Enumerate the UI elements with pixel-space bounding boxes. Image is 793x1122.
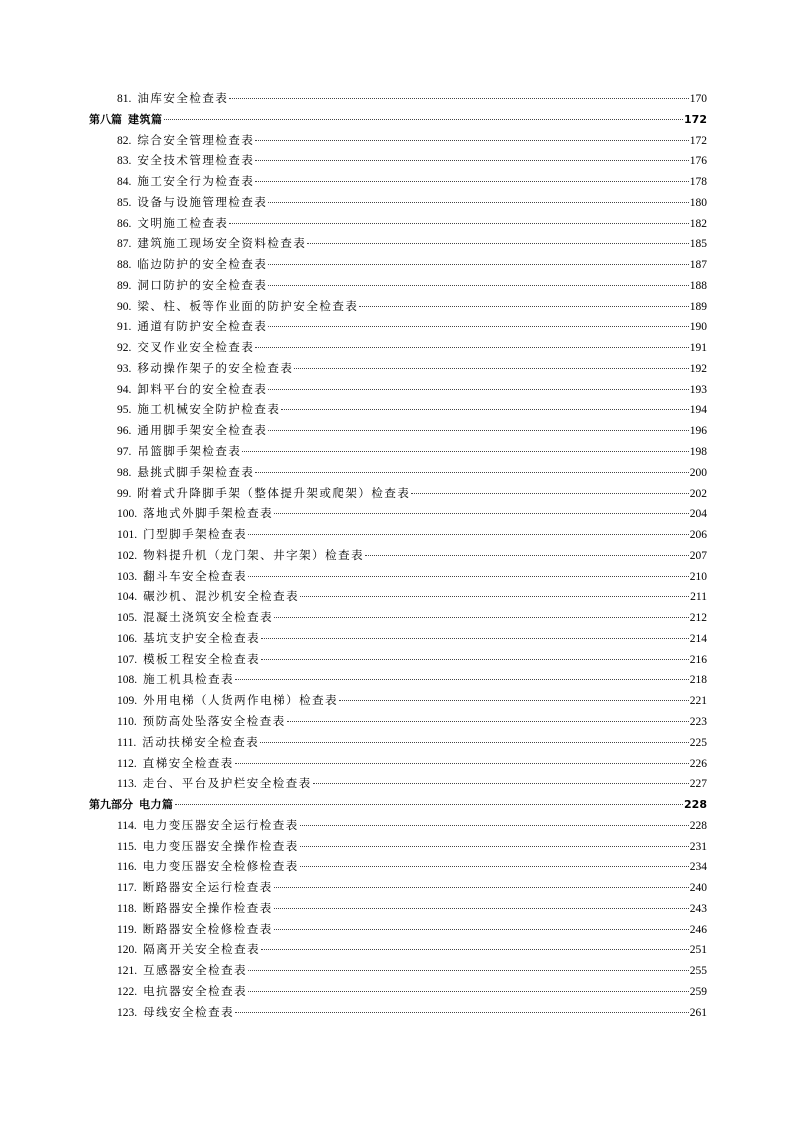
toc-entry-page: 189	[689, 300, 707, 313]
toc-entry-number: 108.	[117, 674, 138, 687]
toc-entry-title: 施工机具检查表	[143, 674, 235, 687]
toc-entry-number: 119.	[117, 923, 137, 936]
toc-entry-title: 电力变压器安全检修检查表	[142, 861, 299, 874]
toc-entry-page: 202	[689, 487, 707, 500]
dot-leader	[242, 451, 688, 452]
toc-entry[interactable]	[89, 463, 707, 484]
toc-entry-number: 117.	[117, 882, 137, 895]
toc-entry-title: 电力变压器安全操作检查表	[142, 840, 299, 853]
toc-entry[interactable]	[89, 546, 707, 567]
toc-entry-number: 84.	[117, 176, 132, 189]
dot-leader	[248, 534, 689, 535]
dot-leader	[268, 202, 688, 203]
toc-entry-page: 226	[689, 757, 707, 770]
toc-entry[interactable]	[89, 214, 707, 235]
toc-entry[interactable]	[89, 359, 707, 380]
toc-entry[interactable]	[89, 400, 707, 421]
toc-entry-title: 母线安全检查表	[143, 1006, 235, 1019]
toc-entry-number: 122.	[117, 985, 138, 998]
toc-entry-page: 261	[689, 1006, 707, 1019]
dot-leader	[300, 866, 689, 867]
dot-leader	[235, 1012, 689, 1013]
toc-entry-number: 109.	[117, 695, 138, 708]
toc-entry-number: 92.	[117, 342, 132, 355]
table-of-contents	[89, 89, 707, 1023]
toc-entry[interactable]	[89, 837, 707, 858]
toc-entry[interactable]	[89, 484, 707, 505]
toc-entry[interactable]	[89, 89, 707, 110]
toc-entry-page: 228	[689, 819, 707, 832]
dot-leader	[248, 991, 689, 992]
toc-entry-title: 物料提升机（龙门架、井字架）检查表	[143, 549, 365, 562]
toc-entry-title: 移动操作架子的安全检查表	[137, 362, 294, 375]
dot-leader	[274, 929, 689, 930]
toc-entry-title: 卸料平台的安全检查表	[137, 383, 268, 396]
dot-leader	[248, 970, 689, 971]
toc-entry-page: 210	[689, 570, 707, 583]
toc-entry-title: 建筑篇	[128, 112, 163, 126]
dot-leader	[300, 846, 689, 847]
dot-leader	[235, 763, 689, 764]
toc-entry-page: 218	[689, 674, 707, 687]
toc-entry-page: 216	[689, 653, 707, 666]
toc-entry-title: 电力篇	[139, 798, 174, 812]
toc-entry-title: 翻斗车安全检查表	[143, 570, 248, 583]
toc-entry[interactable]	[89, 940, 707, 961]
toc-entry[interactable]	[89, 151, 707, 172]
dot-leader	[287, 721, 689, 722]
toc-entry[interactable]	[89, 172, 707, 193]
toc-entry-page: 211	[690, 591, 707, 604]
toc-entry[interactable]	[89, 754, 707, 775]
toc-entry-number: 97.	[117, 446, 132, 459]
toc-entry-page: 240	[689, 882, 707, 895]
toc-entry-title: 设备与设施管理检查表	[137, 196, 268, 209]
toc-entry[interactable]	[89, 276, 707, 297]
dot-leader	[268, 285, 688, 286]
dot-leader	[300, 825, 689, 826]
toc-entry-page: 204	[689, 508, 707, 521]
toc-entry-title: 附着式升降脚手架（整体提升架或爬架）检查表	[137, 487, 411, 500]
toc-entry[interactable]	[89, 857, 707, 878]
toc-entry-page: 255	[689, 965, 707, 978]
toc-entry-page: 200	[689, 466, 707, 479]
toc-entry-number: 110.	[117, 715, 137, 728]
toc-entry-page: 221	[689, 695, 707, 708]
toc-entry[interactable]	[89, 733, 707, 754]
toc-entry-title: 活动扶梯安全检查表	[142, 736, 260, 749]
dot-leader	[268, 264, 688, 265]
toc-entry-number: 115.	[117, 840, 137, 853]
toc-entry-page: 212	[689, 612, 707, 625]
toc-entry-title: 交叉作业安全检查表	[137, 342, 255, 355]
toc-entry-number: 112.	[117, 757, 137, 770]
toc-entry[interactable]	[89, 317, 707, 338]
dot-leader	[260, 742, 688, 743]
dot-leader	[359, 306, 688, 307]
toc-entry-title: 通道有防护安全检查表	[137, 321, 268, 334]
toc-entry-page: 231	[689, 840, 707, 853]
toc-entry-number: 88.	[117, 259, 132, 272]
toc-entry-title: 综合安全管理检查表	[137, 134, 255, 147]
toc-entry-page: 225	[689, 736, 707, 749]
toc-entry[interactable]	[89, 193, 707, 214]
toc-entry-page: 223	[689, 715, 707, 728]
toc-entry[interactable]	[89, 297, 707, 318]
dot-leader	[235, 679, 689, 680]
dot-leader	[274, 887, 689, 888]
toc-entry-title: 建筑施工现场安全资料检查表	[137, 238, 307, 251]
toc-entry-page: 190	[689, 321, 707, 334]
toc-entry-number: 105.	[117, 612, 138, 625]
toc-entry-title: 碾沙机、混沙机安全检查表	[143, 591, 300, 604]
toc-entry-page: 172	[684, 112, 707, 126]
dot-leader	[281, 409, 688, 410]
toc-entry-number: 第八篇	[89, 112, 122, 126]
toc-entry-title: 直梯安全检查表	[142, 757, 234, 770]
toc-entry-number: 111.	[117, 736, 137, 749]
toc-entry[interactable]	[89, 380, 707, 401]
toc-entry-title: 互感器安全检查表	[143, 965, 248, 978]
toc-entry-number: 101.	[117, 529, 138, 542]
toc-entry-number: 87.	[117, 238, 132, 251]
dot-leader	[300, 596, 689, 597]
toc-entry-number: 103.	[117, 570, 138, 583]
toc-entry[interactable]	[89, 234, 707, 255]
toc-entry[interactable]	[89, 567, 707, 588]
toc-section-heading[interactable]	[89, 110, 707, 131]
dot-leader	[255, 140, 688, 141]
toc-entry-number: 90.	[117, 300, 132, 313]
toc-entry-page: 207	[689, 549, 707, 562]
toc-entry-title: 吊篮脚手架检查表	[137, 446, 242, 459]
toc-entry-page: 234	[689, 861, 707, 874]
toc-entry-page: 176	[689, 155, 707, 168]
toc-entry-page: 178	[689, 176, 707, 189]
dot-leader	[268, 389, 688, 390]
toc-entry[interactable]	[89, 1003, 707, 1024]
toc-entry-page: 196	[689, 425, 707, 438]
toc-entry-title: 施工机械安全防护检查表	[137, 404, 281, 417]
dot-leader	[255, 181, 688, 182]
toc-entry-number: 85.	[117, 196, 132, 209]
toc-entry-page: 188	[689, 279, 707, 292]
toc-entry-page: 172	[689, 134, 707, 147]
dot-leader	[268, 430, 688, 431]
dot-leader	[261, 949, 689, 950]
toc-entry-title: 安全技术管理检查表	[137, 155, 255, 168]
dot-leader	[339, 700, 689, 701]
toc-entry-number: 113.	[117, 778, 137, 791]
toc-entry-page: 191	[689, 342, 707, 355]
toc-entry[interactable]	[89, 442, 707, 463]
toc-entry[interactable]	[89, 338, 707, 359]
toc-entry-title: 悬挑式脚手架检查表	[137, 466, 255, 479]
toc-entry-title: 断路器安全检修检查表	[142, 923, 273, 936]
toc-entry-title: 洞口防护的安全检查表	[137, 279, 268, 292]
dot-leader	[229, 98, 688, 99]
toc-entry-title: 施工安全行为检查表	[137, 176, 255, 189]
toc-entry-title: 文明施工检查表	[137, 217, 229, 230]
toc-entry[interactable]	[89, 650, 707, 671]
dot-leader	[164, 119, 684, 120]
toc-entry-page: 193	[689, 383, 707, 396]
toc-entry-title: 电力变压器安全运行检查表	[142, 819, 299, 832]
toc-entry-number: 94.	[117, 383, 132, 396]
dot-leader	[313, 783, 689, 784]
toc-entry-number: 123.	[117, 1006, 138, 1019]
toc-entry-title: 通用脚手架安全检查表	[137, 425, 268, 438]
dot-leader	[261, 638, 689, 639]
dot-leader	[248, 576, 689, 577]
toc-entry-page: 246	[689, 923, 707, 936]
toc-entry[interactable]	[89, 691, 707, 712]
toc-entry-page: 194	[689, 404, 707, 417]
toc-entry-title: 模板工程安全检查表	[143, 653, 261, 666]
toc-entry-number: 102.	[117, 549, 138, 562]
toc-entry-number: 95.	[117, 404, 132, 417]
dot-leader	[294, 368, 688, 369]
toc-entry[interactable]	[89, 608, 707, 629]
toc-entry-title: 油库安全检查表	[137, 93, 229, 105]
toc-entry[interactable]	[89, 670, 707, 691]
dot-leader	[365, 555, 689, 556]
toc-entry-number: 121.	[117, 965, 138, 978]
toc-entry-page: 170	[689, 93, 707, 105]
toc-entry-number: 98.	[117, 466, 132, 479]
toc-entry-number: 120.	[117, 944, 138, 957]
dot-leader	[274, 513, 689, 514]
toc-entry-number: 93.	[117, 362, 132, 375]
toc-entry-number: 104.	[117, 591, 138, 604]
toc-entry-number: 107.	[117, 653, 138, 666]
toc-entry[interactable]	[89, 982, 707, 1003]
dot-leader	[255, 472, 688, 473]
dot-leader	[255, 347, 688, 348]
toc-entry-number: 82.	[117, 134, 132, 147]
toc-section-heading[interactable]	[89, 795, 707, 816]
toc-entry-number: 114.	[117, 819, 137, 832]
toc-entry-title: 梁、柱、板等作业面的防护安全检查表	[137, 300, 359, 313]
toc-entry-number: 83.	[117, 155, 132, 168]
dot-leader	[307, 243, 688, 244]
toc-entry-number: 第九部分	[89, 798, 133, 812]
toc-entry-page: 182	[689, 217, 707, 230]
toc-entry-number: 100.	[117, 508, 138, 521]
toc-entry[interactable]	[89, 899, 707, 920]
toc-entry-number: 89.	[117, 279, 132, 292]
dot-leader	[229, 223, 688, 224]
toc-entry-title: 落地式外脚手架检查表	[143, 508, 274, 521]
toc-entry-page: 227	[689, 778, 707, 791]
toc-entry-page: 187	[689, 259, 707, 272]
toc-entry-page: 243	[689, 902, 707, 915]
dot-leader	[274, 617, 689, 618]
toc-entry-number: 118.	[117, 902, 137, 915]
toc-entry-number: 99.	[117, 487, 132, 500]
toc-entry[interactable]	[89, 920, 707, 941]
toc-entry-number: 116.	[117, 861, 137, 874]
toc-entry-page: 180	[689, 196, 707, 209]
toc-entry[interactable]	[89, 504, 707, 525]
toc-entry[interactable]	[89, 255, 707, 276]
dot-leader	[274, 908, 689, 909]
toc-entry-number: 106.	[117, 632, 138, 645]
toc-entry[interactable]	[89, 774, 707, 795]
toc-entry[interactable]	[89, 525, 707, 546]
toc-entry-page: 185	[689, 238, 707, 251]
toc-entry-title: 预防高处坠落安全检查表	[142, 715, 286, 728]
dot-leader	[261, 659, 689, 660]
toc-entry[interactable]	[89, 878, 707, 899]
toc-entry-title: 外用电梯（人货两作电梯）检查表	[143, 695, 339, 708]
toc-entry-title: 电抗器安全检查表	[143, 985, 248, 998]
toc-entry-number: 91.	[117, 321, 132, 334]
toc-entry[interactable]	[89, 629, 707, 650]
dot-leader	[268, 326, 688, 327]
toc-entry[interactable]	[89, 816, 707, 837]
toc-entry-number: 96.	[117, 425, 132, 438]
toc-entry-page: 259	[689, 985, 707, 998]
toc-entry[interactable]	[89, 421, 707, 442]
toc-entry[interactable]	[89, 712, 707, 733]
toc-entry-page: 228	[684, 798, 707, 812]
toc-entry-number: 86.	[117, 217, 132, 230]
dot-leader	[255, 160, 688, 161]
toc-entry-title: 门型脚手架检查表	[143, 529, 248, 542]
toc-entry-title: 混凝土浇筑安全检查表	[143, 612, 274, 625]
toc-entry-title: 断路器安全运行检查表	[142, 882, 273, 895]
toc-entry-page: 192	[689, 362, 707, 375]
toc-entry[interactable]	[89, 131, 707, 152]
toc-entry-title: 基坑支护安全检查表	[143, 632, 261, 645]
dot-leader	[411, 493, 688, 494]
dot-leader	[175, 804, 684, 805]
toc-entry-title: 走台、平台及护栏安全检查表	[142, 778, 312, 791]
toc-entry-title: 临边防护的安全检查表	[137, 259, 268, 272]
toc-entry-page: 214	[689, 632, 707, 645]
toc-entry-title: 隔离开关安全检查表	[143, 944, 261, 957]
toc-entry-page: 198	[689, 446, 707, 459]
toc-entry[interactable]	[89, 961, 707, 982]
toc-entry-page: 251	[689, 944, 707, 957]
toc-entry-title: 断路器安全操作检查表	[142, 902, 273, 915]
toc-entry-number: 81.	[117, 93, 132, 105]
toc-entry-page: 206	[689, 529, 707, 542]
toc-entry[interactable]	[89, 587, 707, 608]
